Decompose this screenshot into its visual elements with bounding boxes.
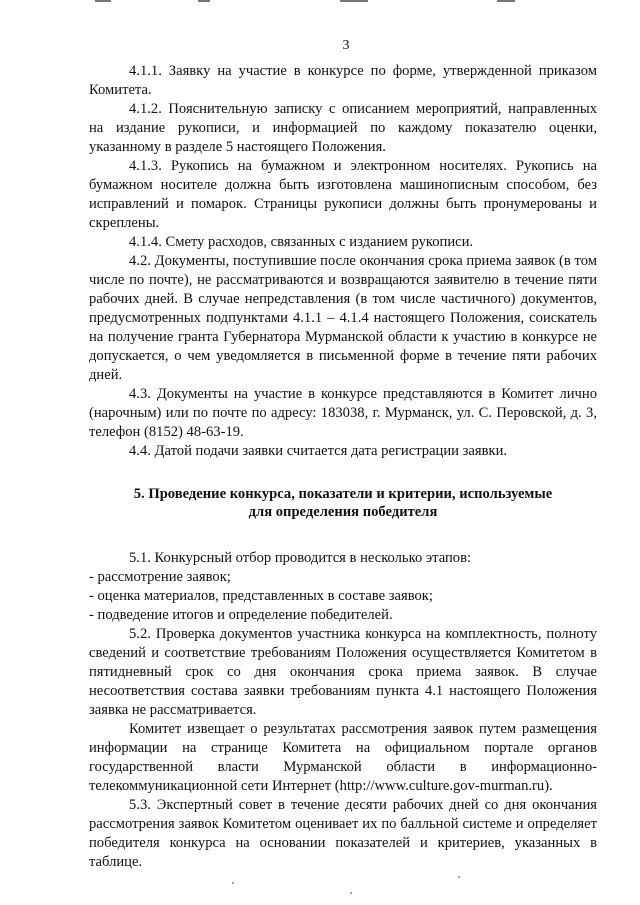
paragraph-4-1-3: 4.1.3. Рукопись на бумажном и электронном носителях. Рукопись на бумажном носителе должна быть изготовлена машинописным способом, без исправлений и помарок. Страницы рукописи должны быть пронумерованы и скреплены. [89, 158, 597, 231]
paragraph-4-3: 4.3. Документы на участие в конкурсе представляются в Комитет лично (нарочным) или по почте по адресу: 183038, г. Мурманск, ул. С. Перовской, д. 3, телефон (8152) 48-63-19. [89, 386, 597, 440]
scan-speck [458, 876, 460, 878]
paragraph-committee-notice: Комитет извещает о результатах рассмотрения заявок путем размещения информации на странице Комитета на официальном портале органов государственной власти Мурманской области в информационно-телекоммуникационной сети Интернет (http://www.culture.gov-murman.ru). [89, 721, 597, 794]
scan-mark [340, 0, 368, 2]
page-number: 3 [342, 38, 350, 53]
scan-mark [95, 0, 111, 2]
paragraph-4-1-1: 4.1.1. Заявку на участие в конкурсе по форме, утвержденной приказом Комитета. [89, 63, 597, 98]
paragraph-4-1-2: 4.1.2. Пояснительную записку с описанием мероприятий, направленных на издание рукописи, и информацией по каждому показателю оценки, указанному в разделе 5 настоящего Положения. [89, 101, 597, 155]
section-5-title [89, 485, 597, 521]
section-5-title-line-2: для определения победителя [248, 504, 438, 520]
scan-speck [232, 882, 234, 884]
document-body [89, 62, 597, 872]
scan-mark [497, 0, 515, 2]
stage-item: - подведение итогов и определение победителей. [89, 607, 393, 623]
section-5-title-line-1: 5. Проведение конкурса, показатели и критерии, используемые [133, 486, 553, 502]
paragraph-4-2: 4.2. Документы, поступившие после окончания срока приема заявок (в том числе по почте), не рассматриваются и возвращаются заявителю в течение пяти рабочих дней. В случае непредставления (в том числе частичного) документов, предусмотренных подпунктами 4.1.1 – 4.1.4 настоящего Положения, соискатель на получение гранта Губернатора Мурманской области к участию в конкурсе не допускается, о чем уведомляется в письменной форме в течение пяти рабочих дней. [89, 253, 597, 383]
paragraph-4-4: 4.4. Датой подачи заявки считается дата регистрации заявки. [129, 443, 508, 459]
scan-speck [350, 892, 352, 894]
paragraph-5-2: 5.2. Проверка документов участника конкурса на комплектность, полноту сведений и соответствие требованиям Положения осуществляется Комитетом в пятидневный срок со дня окончания срока приема заявок. В случае несоответствия состава заявки требованиям пункта 4.1 настоящего Положения заявка не рассматривается. [89, 626, 597, 718]
paragraph-5-1: 5.1. Конкурсный отбор проводится в несколько этапов: [129, 550, 472, 566]
scan-mark [198, 0, 210, 2]
paragraph-4-1-4: 4.1.4. Смету расходов, связанных с изданием рукописи. [129, 234, 474, 250]
paragraph-5-3: 5.3. Экспертный совет в течение десяти рабочих дней со дня окончания рассмотрения заявок Комитетом оценивает их по балльной системе и определяет победителя конкурса на основании показателей и критериев, указанных в таблице. [89, 797, 597, 870]
stage-item: - оценка материалов, представленных в составе заявок; [89, 588, 433, 604]
stage-item: - рассмотрение заявок; [89, 569, 231, 585]
